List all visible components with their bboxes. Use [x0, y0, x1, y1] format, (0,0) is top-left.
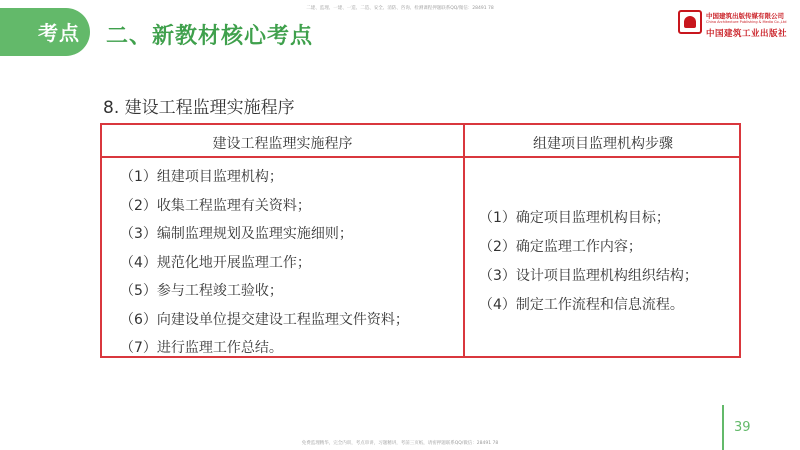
table-column-divider [463, 125, 465, 356]
publisher-name-en: China Architecture Publishing & Media Co.,Ltd [706, 20, 787, 24]
page-number: 39 [734, 420, 751, 435]
badge-label: 考点 [38, 21, 80, 45]
list-item: （5）参与工程竣工验收； [120, 283, 283, 299]
list-item: （6）向建设单位提交建设工程监理文件资料； [120, 311, 409, 328]
list-item: （3）设计项目监理机构组织结构； [479, 268, 698, 284]
list-item: （4）制定工作流程和信息流程。 [479, 297, 684, 313]
publisher-logo-block [678, 10, 790, 44]
list-item: （4）规范化地开展监理工作； [120, 254, 311, 271]
table-header-left: 建设工程监理实施程序 [212, 136, 353, 152]
publisher-emblem-icon [678, 10, 702, 34]
publisher-name: 中国建筑出版传媒有限公司 [706, 12, 784, 20]
table-header-divider [102, 156, 739, 158]
publisher-name-secondary: 中国建筑工业出版社 [706, 29, 788, 39]
table-header-right: 组建项目监理机构步骤 [533, 136, 673, 152]
list-item: （3）编制监理规划及监理实施细则； [120, 226, 353, 242]
organization-steps-list [479, 207, 698, 323]
top-notice-text: 二建、监理、一建、一造、二造、安全、消防、咨询、检测课程押题联系QQ/微信：28491 78 [306, 6, 494, 11]
bottom-notice-text: 免费监理精华，完全内训，考点串讲，习题精讲，考前三页纸，请密押题联系QQ/微信：28491 78 [301, 441, 499, 446]
section-title: 二、新教材核心考点 [106, 24, 314, 49]
list-item: （1）组建项目监理机构； [120, 169, 283, 185]
item-title: 8. 建设工程监理实施程序 [103, 98, 295, 118]
kaodian-badge [0, 8, 90, 56]
list-item: （7）进行监理工作总结。 [120, 340, 283, 356]
list-item: （1）确定项目监理机构目标； [479, 210, 670, 226]
implementation-steps-list [120, 166, 409, 366]
list-item: （2）确定监理工作内容； [479, 239, 642, 255]
list-item: （2）收集工程监理有关资料； [120, 197, 311, 214]
procedure-table [100, 123, 741, 358]
